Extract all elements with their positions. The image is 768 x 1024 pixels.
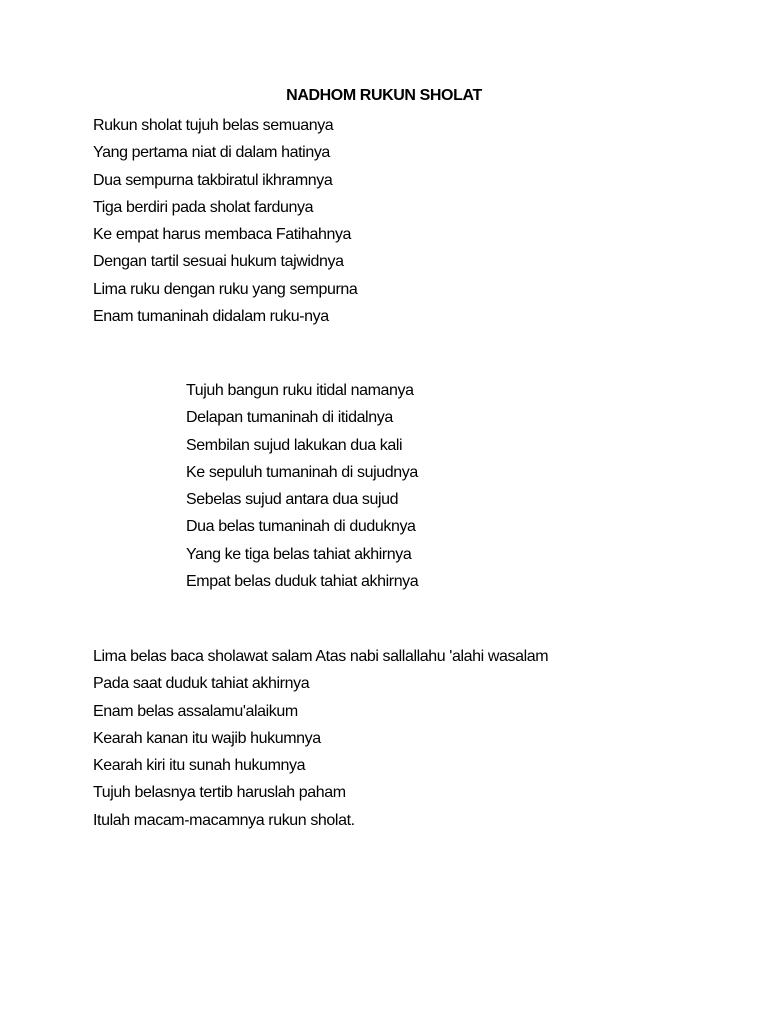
verse-line: Lima belas baca sholawat salam Atas nabi sallallahu 'alahi wasalam xyxy=(93,648,549,665)
verse-line: Rukun sholat tujuh belas semuanya xyxy=(93,117,334,134)
verse-line: Tiga berdiri pada sholat fardunya xyxy=(93,198,314,216)
verse-line: Kearah kiri itu sunah hukumnya xyxy=(93,757,306,775)
verse-line: Tujuh bangun ruku itidal namanya xyxy=(186,382,414,399)
stanza-1 xyxy=(93,116,357,334)
verse-line: Sebelas sujud antara dua sujud xyxy=(186,491,399,509)
verse-line: Pada saat duduk tahiat akhirnya xyxy=(93,675,310,693)
stanza-2 xyxy=(186,381,418,599)
stanza-3 xyxy=(93,647,548,838)
verse-line: Yang pertama niat di dalam hatinya xyxy=(93,144,330,162)
verse-line: Empat belas duduk tahiat akhirnya xyxy=(186,573,419,591)
verse-line: Yang ke tiga belas tahiat akhirnya xyxy=(186,545,412,563)
verse-line: Enam belas assalamu'alaikum xyxy=(93,702,298,720)
document-title: NADHOM RUKUN SHOLAT xyxy=(286,87,482,104)
verse-line: Ke empat harus membaca Fatihahnya xyxy=(93,226,352,244)
verse-line: Tujuh belasnya tertib haruslah paham xyxy=(93,784,346,802)
verse-line: Dua sempurna takbiratul ikhramnya xyxy=(93,171,333,189)
verse-line: Kearah kanan itu wajib hukumnya xyxy=(93,729,321,747)
verse-line: Enam tumaninah didalam ruku-nya xyxy=(93,308,329,326)
verse-line: Lima ruku dengan ruku yang sempurna xyxy=(93,280,358,298)
verse-line: Ke sepuluh tumaninah di sujudnya xyxy=(186,463,418,481)
verse-line: Dua belas tumaninah di duduknya xyxy=(186,518,416,536)
verse-line: Itulah macam-macamnya rukun sholat. xyxy=(93,811,355,829)
verse-line: Sembilan sujud lakukan dua kali xyxy=(186,436,403,454)
verse-line: Delapan tumaninah di itidalnya xyxy=(186,409,393,427)
verse-line: Dengan tartil sesuai hukum tajwidnya xyxy=(93,253,344,271)
